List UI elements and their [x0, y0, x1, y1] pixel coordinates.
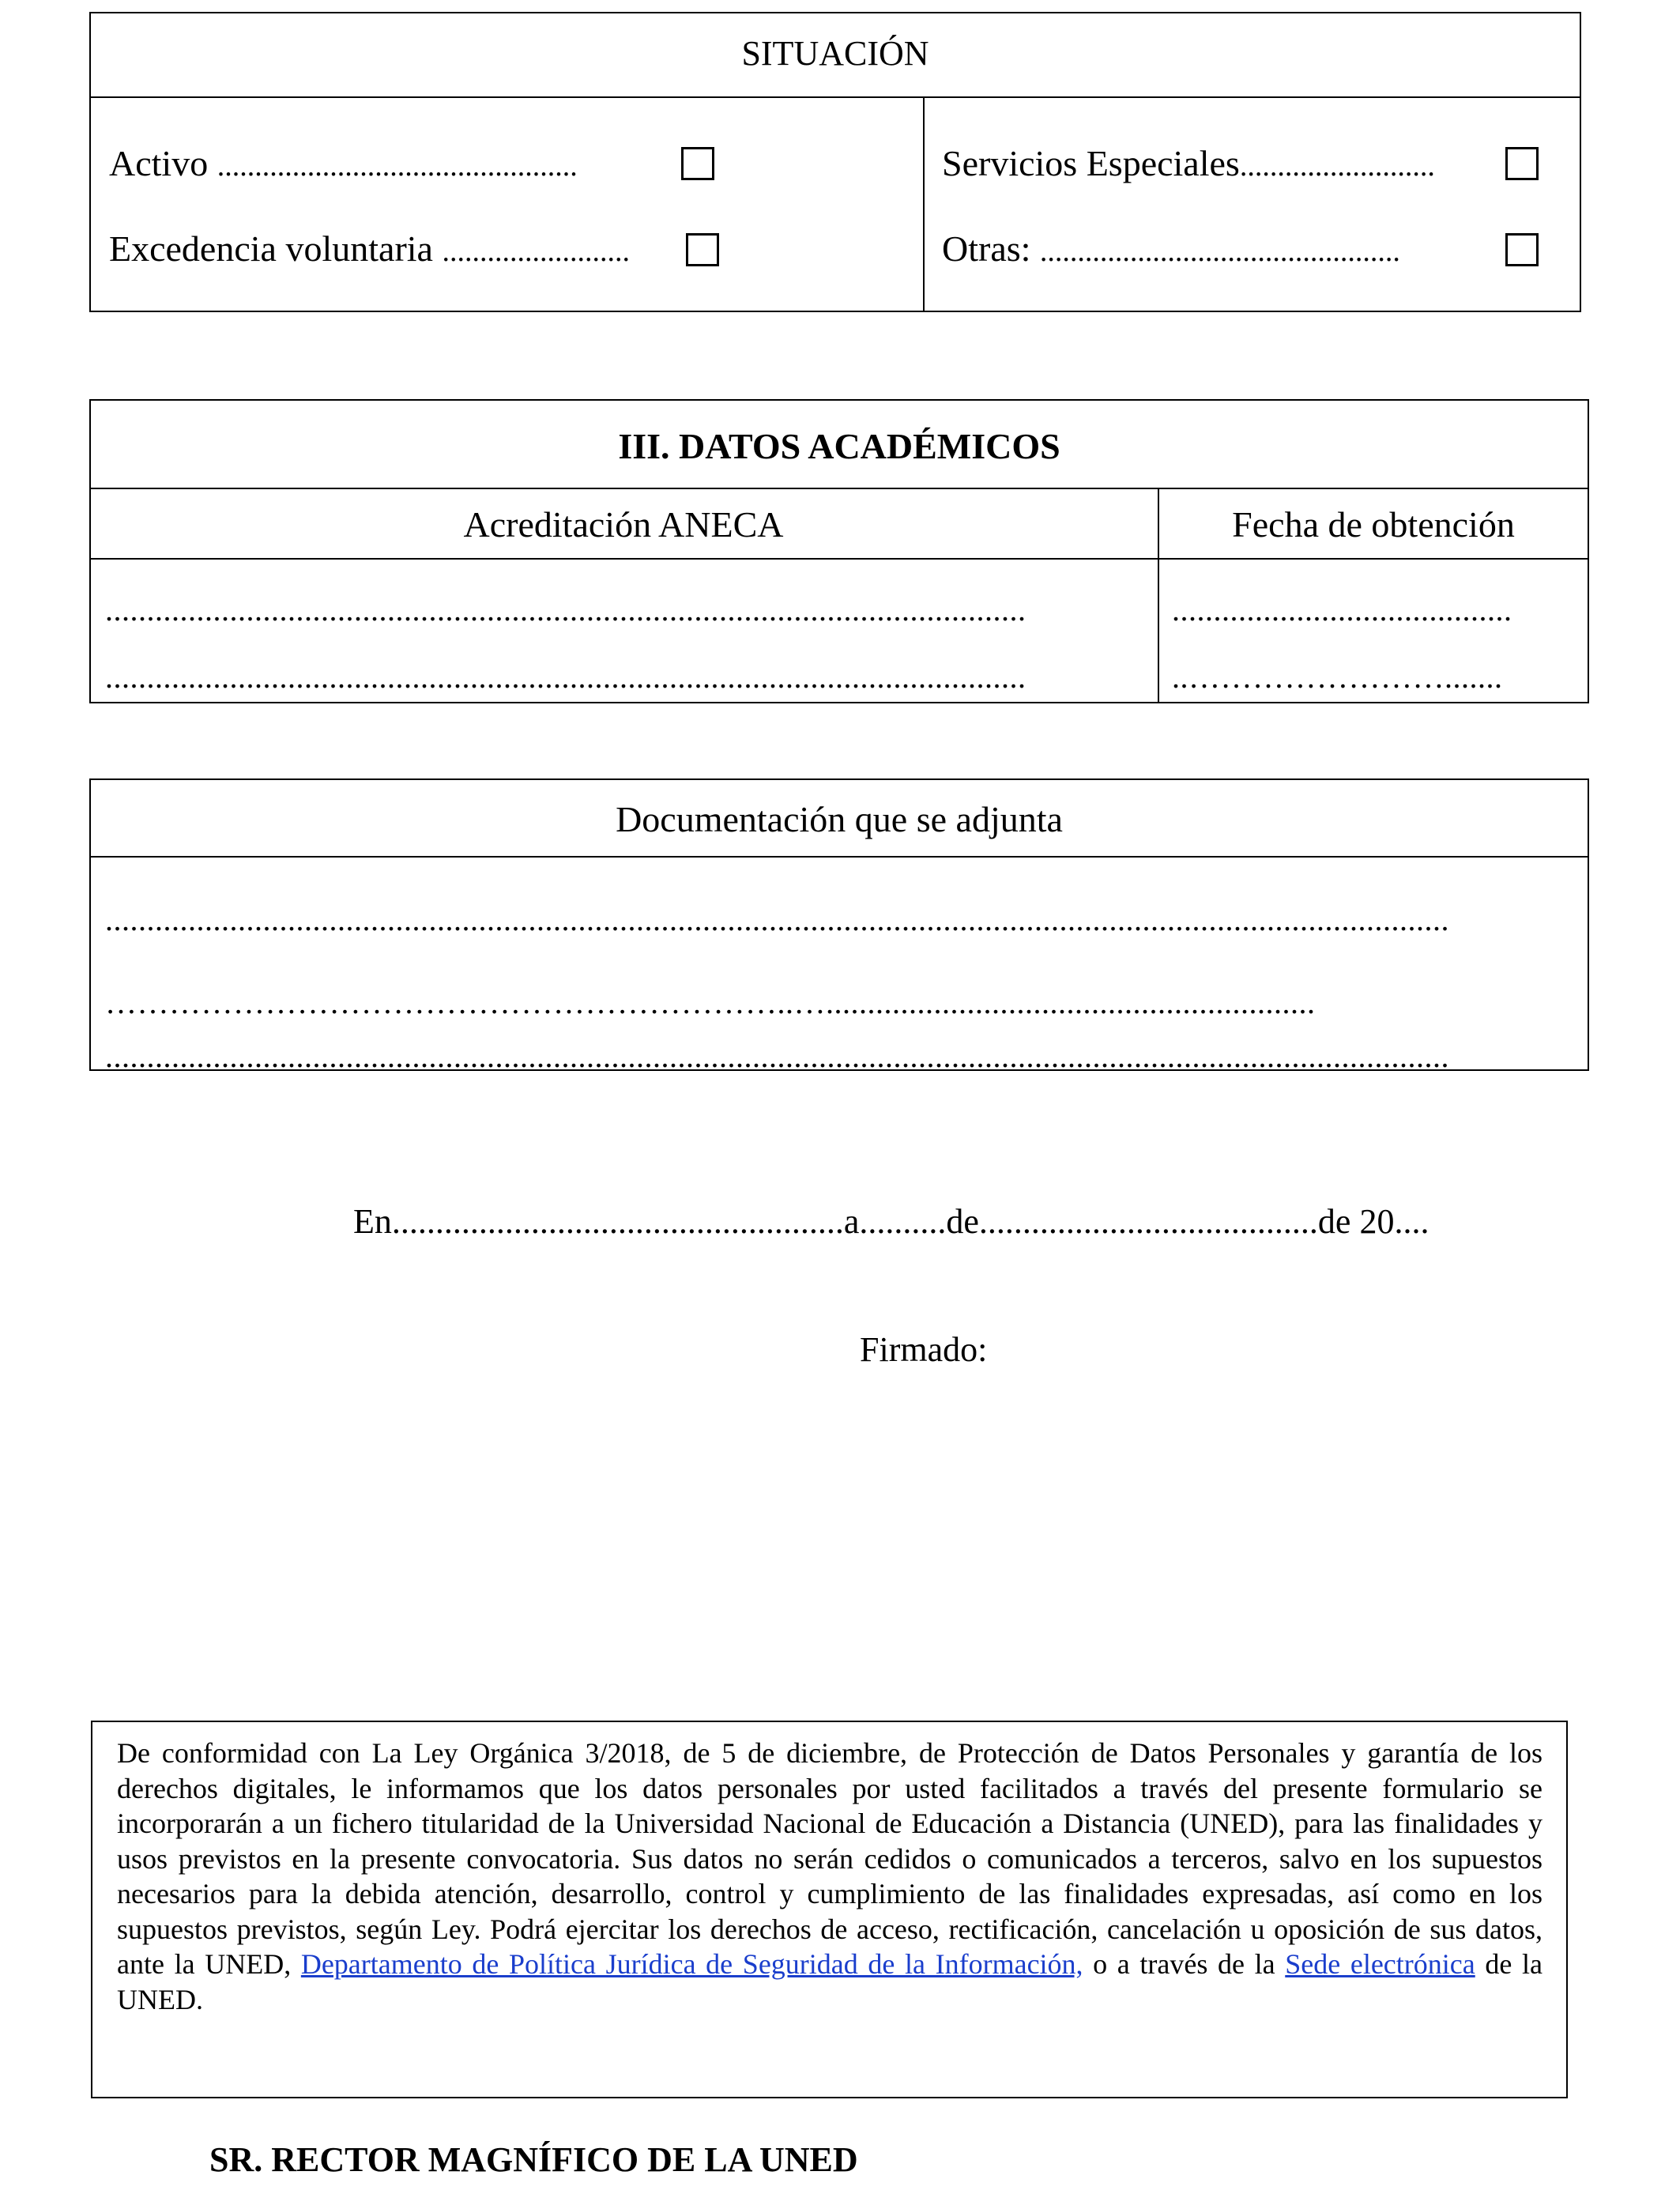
situacion-option-otras[interactable] [942, 228, 1400, 270]
academicos-title-divider [89, 488, 1589, 489]
excedencia-checkbox[interactable] [686, 233, 719, 266]
documentacion-line-3[interactable]: .................................................................................................................................................................. [105, 1039, 1449, 1074]
option-label: Activo [109, 143, 217, 183]
academicos-header-divider [89, 558, 1589, 560]
option-label: Excedencia voluntaria [109, 228, 443, 269]
situacion-option-activo[interactable] [109, 142, 578, 184]
servicios-especiales-checkbox[interactable] [1505, 147, 1539, 180]
privacy-text-end: de la UNED. [117, 1948, 1543, 2015]
situacion-option-excedencia[interactable] [109, 228, 630, 270]
option-dots: ................................................ [217, 149, 578, 183]
addressee: SR. RECTOR MAGNÍFICO DE LA UNED [209, 2140, 858, 2179]
situacion-title: SITUACIÓN [741, 34, 929, 73]
documentacion-line-1[interactable]: .................................................................................................................................................................. [105, 902, 1449, 937]
situacion-column-divider [923, 96, 925, 312]
activo-checkbox[interactable] [681, 147, 714, 180]
fecha-obtencion-field-2[interactable]: ..……………………....... [1172, 659, 1503, 695]
acreditacion-field-1[interactable]: ............................................................................................................... [105, 592, 1026, 628]
privacy-text-intro: De conformidad con La Ley Orgánica 3/2018, de 5 de diciembre, de Protección de Datos Personales y garantía de los derechos digitales, le informamos que los datos personales por usted facilitados a través del presente formulario se incorporarán a un fichero titularidad de la Universidad Nacional de Educación a Distancia (UNED), para las finalidades y usos previstos en la presente convocatoria. Sus datos no serán cedidos o comunicados a terceros, salvo en los supuestos necesarios para la debida atención, desarrollo, control y cumplimiento de las finalidades expresadas, así como en los supuestos previstos, según Ley. Podrá ejercitar los derechos de acceso, rectificación, cancelación u oposición de sus datos, ante la UNED, [117, 1737, 1543, 1980]
acreditacion-field-2[interactable]: ............................................................................................................... [105, 659, 1026, 695]
col-header-acreditacion: Acreditación ANECA [463, 504, 784, 545]
fecha-obtencion-field-1[interactable]: ......................................... [1172, 592, 1512, 628]
otras-checkbox[interactable] [1505, 233, 1539, 266]
col-header-fecha: Fecha de obtención [1232, 504, 1515, 545]
option-dots: .......................... [1239, 149, 1435, 183]
signature-label: Firmado: [860, 1330, 988, 1369]
privacy-notice-text [117, 1736, 1543, 2017]
situacion-option-servicios-especiales[interactable] [942, 142, 1435, 184]
option-label: Servicios Especiales [942, 143, 1240, 183]
situacion-divider [89, 96, 1581, 98]
place-date-line[interactable]: En....................................................a..........de.......................................de 20.... [353, 1202, 1430, 1241]
option-label: Otras: [942, 228, 1040, 269]
documentacion-line-2[interactable]: ………………………………………………………..…........................................................... [105, 985, 1316, 1020]
documentacion-title: Documentación que se adjunta [616, 799, 1063, 839]
academicos-title: III. DATOS ACADÉMICOS [618, 426, 1060, 466]
privacy-text-middle: o a través de la [1083, 1948, 1286, 1980]
link-sede-electronica[interactable]: Sede electrónica [1285, 1948, 1475, 1980]
link-departamento-seguridad[interactable]: Departamento de Política Jurídica de Seguridad de la Información, [300, 1948, 1083, 1980]
documentacion-divider [89, 856, 1589, 858]
option-dots: ......................... [442, 235, 630, 268]
option-dots: ................................................ [1039, 235, 1400, 268]
